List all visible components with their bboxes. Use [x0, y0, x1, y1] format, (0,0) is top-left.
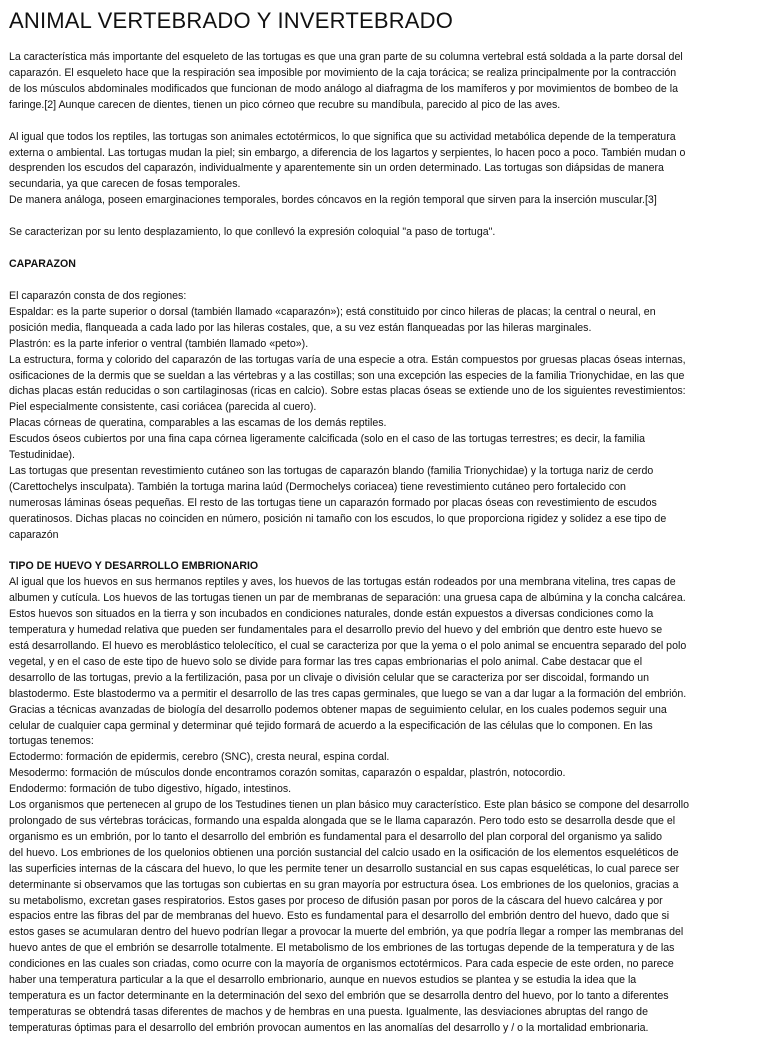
text-line: De manera análoga, poseen emarginaciones temporales, bordes cóncavos en la región temporal que sirven para la inserción muscular.[3]: [9, 194, 657, 207]
text-line: temperaturas óptimas para el desarrollo del embrión provocan aumentos en las anomalías del desarrollo y / o la mortalidad embrionaria.: [9, 1021, 649, 1034]
text-line: vegetal, y en el caso de este tipo de huevo solo se divide para formar las tres capas embrionarias el polo animal. Cabe destacar que el: [9, 655, 643, 668]
text-line: La estructura, forma y colorido del caparazón de las tortugas varía de una especie a otra. Están compuestos por gruesas placas óseas internas,: [9, 353, 686, 366]
text-line: El caparazón consta de dos regiones:: [9, 289, 187, 302]
text-line: del huevo. Los embriones de los quelonios obtienen una porción sustancial del calcio usado en la osificación de los elementos esqueléticos de: [9, 846, 679, 859]
text-line: Piel especialmente consistente, casi coriácea (parecida al cuero).: [9, 401, 317, 414]
text-line: Endodermo: formación de tubo digestivo, hígado, intestinos.: [9, 783, 292, 796]
text-line: Plastrón: es la parte inferior o ventral (también llamado «peto»).: [9, 337, 309, 350]
intro-paragraph: [9, 50, 758, 114]
text-line: faringe.[2] Aunque carecen de dientes, tienen un pico córneo que recubre su mandíbula, parecido al pico de las aves.: [9, 98, 561, 111]
caparazon-heading: CAPARAZON: [9, 258, 76, 271]
text-line: temperatura es un factor determinante en la determinación del sexo del embrión que se desarrolla dentro del huevo, por lo tanto a diferentes: [9, 989, 669, 1002]
huevo-paragraph: [9, 575, 758, 1036]
page-title: ANIMAL VERTEBRADO Y INVERTEBRADO: [9, 8, 454, 33]
text-line: temperaturas se obtendrá tasas diferentes de machos y de hembras en una puesta. Igualmente, las desviaciones abruptas del rango de: [9, 1005, 648, 1018]
text-line: osificaciones de la dermis que se sueldan a las vértebras y a las costillas; son una excepción las especies de la familia Trionychidae, en las que: [9, 369, 685, 382]
text-line: espacios entre las fibras del par de membranas del huevo. Esto es fundamental para el desarrollo del embrión dentro del huevo, dado que si: [9, 910, 670, 923]
text-line: prolongado de sus vértebras torácicas, formando una espalda alongada que se le llama caparazón. Pero todo esto se desarrolla desde que el: [9, 814, 676, 827]
text-line: La característica más importante del esqueleto de las tortugas es que una gran parte de su columna vertebral está soldada a la parte dorsal del: [9, 51, 683, 63]
text-line: huevo antes de que el embrión se desarrolle totalmente. El metabolismo de los embriones de las tortugas depende de la temperatura y de las: [9, 942, 675, 955]
text-line: albumen y cutícula. Los huevos de las tortugas tienen un par de membranas de separación: una gruesa capa de albúmina y la concha calcárea.: [9, 592, 686, 605]
text-line: temperatura y humedad relativa que pueden ser fundamentales para el desarrollo previo del huevo y del embrión que dentro este huevo se: [9, 624, 663, 637]
text-line: Gracias a técnicas avanzadas de biología del desarrollo podemos obtener mapas de seguimiento celular, en los cuales podemos seguir una: [9, 703, 667, 716]
text-line: Los organismos que pertenecen al grupo de los Testudines tienen un plan básico muy característico. Este plan básico se compone del desarrollo: [9, 799, 689, 812]
text-line: Se caracterizan por su lento desplazamiento, lo que conllevó la expresión coloquial "a paso de tortuga".: [9, 226, 496, 239]
text-line: estos gases se acumularan dentro del huevo podrían llegar a provocar la muerte del embrión, ya que podría llegar a romper las membranas del: [9, 926, 684, 939]
text-line: haber una temperatura particular a la que el desarrollo embrionario, aunque en nuevos estudios se plantea y se estudia la idea que la: [9, 974, 637, 987]
text-line: su metabolismo, excretan gases respiratorios. Estos gases por proceso de difusión pasan por poros de la cáscara del huevo calcárea y por: [9, 894, 663, 907]
text-line: caparazón. El esqueleto hace que la respiración sea imposible por movimiento de la caja torácica; se realiza principalmente por la contracción: [9, 66, 677, 79]
text-line: (Carettochelys insculpata). También la tortuga marina laúd (Dermochelys coriacea) tiene revestimiento cutáneo pero fortalecido con: [9, 480, 626, 493]
text-line: Al igual que los huevos en sus hermanos reptiles y aves, los huevos de las tortugas están rodeados por una membrana vitelina, tres capas de: [9, 576, 676, 589]
text-line: organismo es un embrión, por lo tanto el desarrollo del embrión es fundamental para el desarrollo del plan corporal del organismo ya salido: [9, 830, 663, 843]
text-line: Mesodermo: formación de músculos donde encontramos corazón somitas, caparazón o espaldar, plastrón, notocordio.: [9, 767, 566, 780]
text-line: secundaria, ya que carecen de fosas temporales.: [9, 178, 241, 191]
text-line: Placas córneas de queratina, comparables a las escamas de los demás reptiles.: [9, 417, 387, 430]
text-line: Estos huevos son situados en la tierra y son incubados en condiciones naturales, donde están expuestos a diversas condiciones como la: [9, 608, 654, 621]
text-line: externa o ambiental. Las tortugas mudan la piel; sin embargo, a diferencia de los lagartos y serpientes, lo hacen poco a poco. También mudan o: [9, 146, 686, 159]
text-line: queratinosos. Dichas placas no coinciden en número, posición ni tamaño con los escudos, lo que proporciona rigidez y solidez a ese tipo de: [9, 512, 667, 525]
text-line: Espaldar: es la parte superior o dorsal (también llamado «caparazón»); está constituido por cinco hileras de placas; la central o neural, en: [9, 305, 656, 318]
text-line: dichas placas están reducidas o son cartilaginosas (ricas en calcio). Sobre estas placas óseas se extiende uno de los siguientes revestimientos:: [9, 385, 686, 398]
text-line: condiciones en las cuales son criadas, como ocurre con la mayoría de organismos ectotérmicos. Para cada especie de este orden, no parece: [9, 958, 674, 971]
text-line: desprenden los escudos del caparazón, individualmente y aparentemente sin un orden determinado. Las tortugas son diápsidas de manera: [9, 162, 664, 175]
text-line: numerosas láminas óseas pequeñas. El resto de las tortugas tiene un caparazón formado por placas óseas con revestimiento de escudos: [9, 496, 657, 509]
text-line: determinante si observamos que las tortugas son cubiertas en su gran mayoría por estructura ósea. Los embriones de los quelonios, gracias a: [9, 878, 679, 891]
huevo-heading: TIPO DE HUEVO Y DESARROLLO EMBRIONARIO: [9, 560, 259, 573]
text-line: celular de cualquier capa germinal y determinar qué tejido formará de acuerdo a la especificación de las células que lo componen. En las: [9, 719, 653, 732]
text-line: Ectodermo: formación de epidermis, cerebro (SNC), cresta neural, espina cordal.: [9, 751, 390, 764]
text-line: tortugas tenemos:: [9, 735, 94, 748]
text-line: Testudinidae).: [9, 449, 75, 462]
text-line: blastodermo. Este blastodermo va a permitir el desarrollo de las tres capas germinales, que luego se van a dar lugar a la formación del embrión.: [9, 687, 687, 700]
text-line: caparazón: [9, 528, 59, 541]
text-line: Al igual que todos los reptiles, las tortugas son animales ectotérmicos, lo que significa que su actividad metabólica depende de la temperatura: [9, 130, 676, 143]
text-line: las superficies internas de la cáscara del huevo, lo que les permite tener un desarrollo sustancial en sus capas esqueléticas, lo cual parece ser: [9, 862, 680, 875]
reptiles-paragraph: [9, 130, 758, 210]
text-line: Las tortugas que presentan revestimiento cutáneo son las tortugas de caparazón blando (familia Trionychidae) y la tortuga nariz de cerdo: [9, 464, 654, 477]
speed-paragraph: [9, 225, 758, 241]
text-line: Escudos óseos cubiertos por una fina capa córnea ligeramente calcificada (solo en el caso de las tortugas terrestres; es decir, la familia: [9, 433, 645, 446]
text-line: posición media, flanqueada a cada lado por las hileras costales, que, a su vez están flanqueadas por las hileras marginales.: [9, 321, 592, 334]
text-line: de los músculos abdominales modificados que funcionan de modo análogo al diafragma de los mamíferos y por movimientos de bombeo de la: [9, 82, 678, 95]
text-line: desarrollo de las tortugas, previo a la fertilización, pasa por un clivaje o división celular que se caracteriza por ser discoidal, formando un: [9, 671, 650, 684]
text-line: está desarrollando. El huevo es meroblástico telolecítico, el cual se caracteriza por que la yema o el polo animal se encuentra separado del polo: [9, 640, 687, 652]
caparazon-paragraph: [9, 289, 758, 544]
